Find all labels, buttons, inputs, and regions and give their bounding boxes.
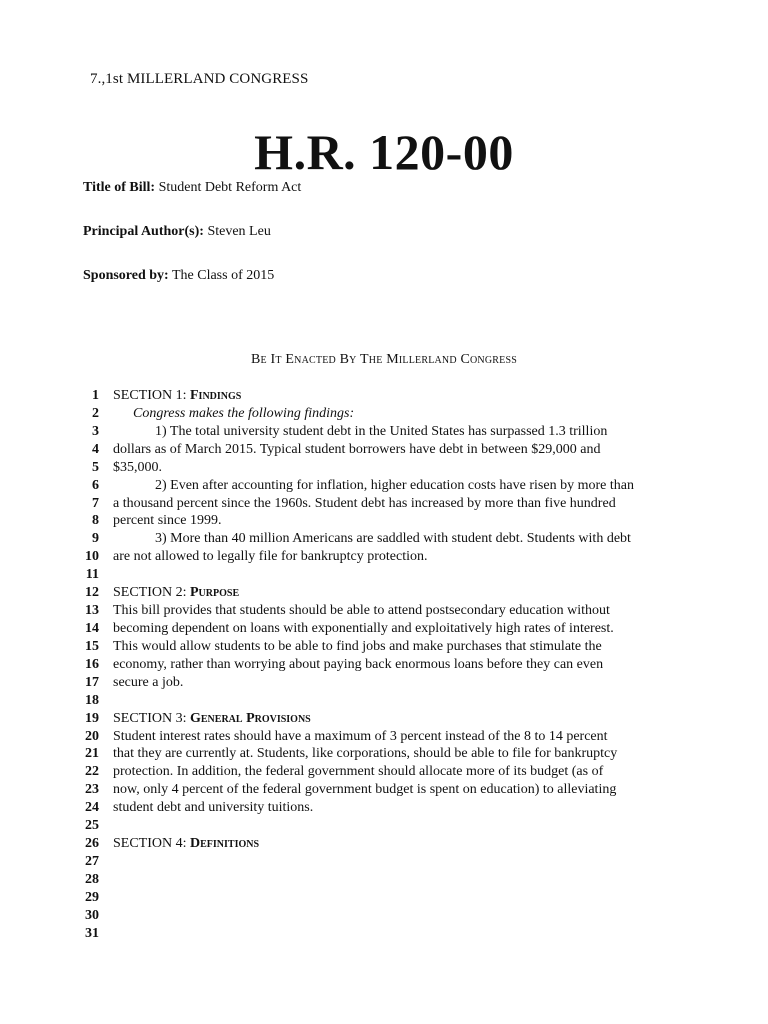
line-text bbox=[113, 745, 617, 763]
line-number: 14 bbox=[85, 620, 99, 636]
section-heading: Findings bbox=[190, 388, 242, 403]
line-text bbox=[133, 405, 354, 423]
author-label: Principal Author(s): bbox=[83, 224, 204, 239]
bill-line bbox=[0, 548, 768, 566]
line-content: 2) Even after accounting for inflation, higher education costs have risen by more than bbox=[155, 477, 634, 493]
sponsor-label: Sponsored by: bbox=[83, 268, 169, 283]
line-number: 17 bbox=[85, 674, 99, 690]
bill-line bbox=[0, 710, 768, 728]
bill-title-row bbox=[83, 180, 301, 196]
line-number: 9 bbox=[92, 531, 99, 547]
congress-heading: 7.,1st MILLERLAND CONGRESS bbox=[90, 71, 309, 87]
bill-line bbox=[0, 745, 768, 763]
line-text bbox=[113, 459, 162, 477]
line-content: 3) More than 40 million Americans are saddled with student debt. Students with debt bbox=[155, 531, 631, 547]
line-number: 20 bbox=[85, 728, 99, 744]
section-number: SECTION 2: bbox=[113, 585, 190, 601]
line-text bbox=[113, 710, 311, 728]
line-number: 4 bbox=[92, 441, 99, 457]
bill-line bbox=[0, 889, 768, 907]
line-content: Student interest rates should have a maximum of 3 percent instead of the 8 to 14 percent bbox=[113, 728, 608, 744]
line-text bbox=[113, 638, 602, 656]
line-text bbox=[113, 441, 600, 459]
line-content: protection. In addition, the federal government should allocate more of its budget (as of bbox=[113, 764, 604, 780]
line-content: percent since 1999. bbox=[113, 513, 222, 529]
bill-line bbox=[0, 423, 768, 441]
line-text bbox=[113, 512, 221, 530]
line-content: 1) The total university student debt in the United States has surpassed 1.3 trillion bbox=[155, 423, 608, 439]
line-text bbox=[113, 763, 603, 781]
line-text bbox=[113, 674, 183, 692]
section-number: SECTION 4: bbox=[113, 836, 190, 852]
line-number: 7 bbox=[92, 495, 99, 511]
bill-line bbox=[0, 781, 768, 799]
bill-line bbox=[0, 405, 768, 423]
line-text bbox=[155, 530, 631, 548]
bill-line bbox=[0, 584, 768, 602]
line-content: becoming dependent on loans with exponentially and exploitatively high rates of interest. bbox=[113, 620, 614, 636]
line-number: 15 bbox=[85, 638, 99, 654]
section-number: SECTION 1: bbox=[113, 388, 190, 403]
section-number: SECTION 3: bbox=[113, 710, 190, 726]
line-number: 8 bbox=[92, 513, 99, 529]
bill-line bbox=[0, 566, 768, 584]
line-number: 13 bbox=[85, 603, 99, 619]
line-text bbox=[113, 387, 241, 405]
bill-title-label: Title of Bill: bbox=[83, 180, 156, 195]
bill-line bbox=[0, 495, 768, 513]
line-text bbox=[113, 781, 616, 799]
line-number: 22 bbox=[85, 764, 99, 780]
line-number: 28 bbox=[85, 871, 99, 887]
bill-number-title: H.R. 120-00 bbox=[254, 124, 514, 180]
section-heading: Definitions bbox=[190, 836, 260, 852]
line-content: dollars as of March 2015. Typical student borrowers have debt in between $29,000 and bbox=[113, 441, 601, 457]
bill-line bbox=[0, 692, 768, 710]
bill-line bbox=[0, 728, 768, 746]
line-number: 25 bbox=[85, 818, 99, 834]
bill-line bbox=[0, 530, 768, 548]
line-content: are not allowed to legally file for bankruptcy protection. bbox=[113, 549, 428, 565]
bill-line bbox=[0, 512, 768, 530]
sponsor-row bbox=[83, 268, 274, 284]
line-text bbox=[113, 656, 603, 674]
bill-line bbox=[0, 907, 768, 925]
line-content: a thousand percent since the 1960s. Student debt has increased by more than five hundred bbox=[113, 495, 616, 511]
line-content: economy, rather than worrying about paying back enormous loans before they can even bbox=[113, 656, 604, 672]
numbered-bill-body bbox=[0, 387, 768, 943]
line-number: 11 bbox=[85, 567, 99, 583]
bill-line bbox=[0, 602, 768, 620]
line-content: Congress makes the following findings: bbox=[133, 405, 355, 421]
line-content: now, only 4 percent of the federal government budget is spent on education) to alleviating bbox=[113, 782, 617, 798]
line-number: 1 bbox=[92, 388, 99, 403]
bill-line bbox=[0, 387, 768, 405]
line-content: $35,000. bbox=[113, 459, 162, 475]
section-heading: Purpose bbox=[190, 585, 240, 601]
line-number: 27 bbox=[85, 853, 99, 869]
line-number: 23 bbox=[85, 782, 99, 798]
line-number: 18 bbox=[85, 692, 99, 708]
line-content: This would allow students to be able to find jobs and make purchases that stimulate the bbox=[113, 638, 602, 654]
author-row bbox=[83, 224, 271, 240]
line-number: 31 bbox=[85, 925, 99, 941]
bill-line bbox=[0, 656, 768, 674]
bill-line bbox=[0, 638, 768, 656]
line-text bbox=[113, 548, 428, 566]
bill-line bbox=[0, 441, 768, 459]
section-heading: General Provisions bbox=[190, 710, 311, 726]
line-number: 10 bbox=[85, 549, 99, 565]
bill-line bbox=[0, 620, 768, 638]
enacting-clause: Be It Enacted By The Millerland Congress bbox=[251, 352, 517, 367]
bill-line bbox=[0, 459, 768, 477]
line-number: 21 bbox=[85, 746, 99, 762]
line-text bbox=[113, 584, 239, 602]
bill-line bbox=[0, 817, 768, 835]
bill-title-value: Student Debt Reform Act bbox=[158, 180, 302, 195]
bill-line bbox=[0, 477, 768, 495]
line-content: This bill provides that students should be able to attend postsecondary education without bbox=[113, 603, 610, 619]
line-content: that they are currently at. Students, like corporations, should be able to file for bankruptcy bbox=[113, 746, 618, 762]
sponsor-value: The Class of 2015 bbox=[171, 268, 275, 283]
line-content: secure a job. bbox=[113, 674, 184, 690]
line-content: student debt and university tuitions. bbox=[113, 800, 314, 816]
bill-line bbox=[0, 835, 768, 853]
line-text bbox=[113, 835, 259, 853]
line-number: 16 bbox=[85, 656, 99, 672]
line-number: 26 bbox=[85, 836, 99, 852]
bill-line bbox=[0, 871, 768, 889]
line-number: 29 bbox=[85, 889, 99, 905]
bill-line bbox=[0, 763, 768, 781]
line-number: 30 bbox=[85, 907, 99, 923]
line-text bbox=[113, 799, 313, 817]
line-text bbox=[155, 477, 634, 495]
line-number: 12 bbox=[85, 585, 99, 601]
author-value: Steven Leu bbox=[207, 224, 271, 239]
bill-line bbox=[0, 674, 768, 692]
bill-line bbox=[0, 853, 768, 871]
line-text bbox=[113, 728, 608, 746]
line-text bbox=[113, 620, 614, 638]
line-number: 5 bbox=[92, 459, 99, 475]
line-text bbox=[113, 602, 610, 620]
line-text bbox=[155, 423, 607, 441]
line-text bbox=[113, 495, 616, 513]
line-number: 3 bbox=[92, 423, 99, 439]
line-number: 19 bbox=[85, 710, 99, 726]
bill-line bbox=[0, 799, 768, 817]
line-number: 24 bbox=[85, 800, 99, 816]
line-number: 6 bbox=[92, 477, 99, 493]
bill-line bbox=[0, 925, 768, 943]
line-number: 2 bbox=[92, 405, 99, 421]
